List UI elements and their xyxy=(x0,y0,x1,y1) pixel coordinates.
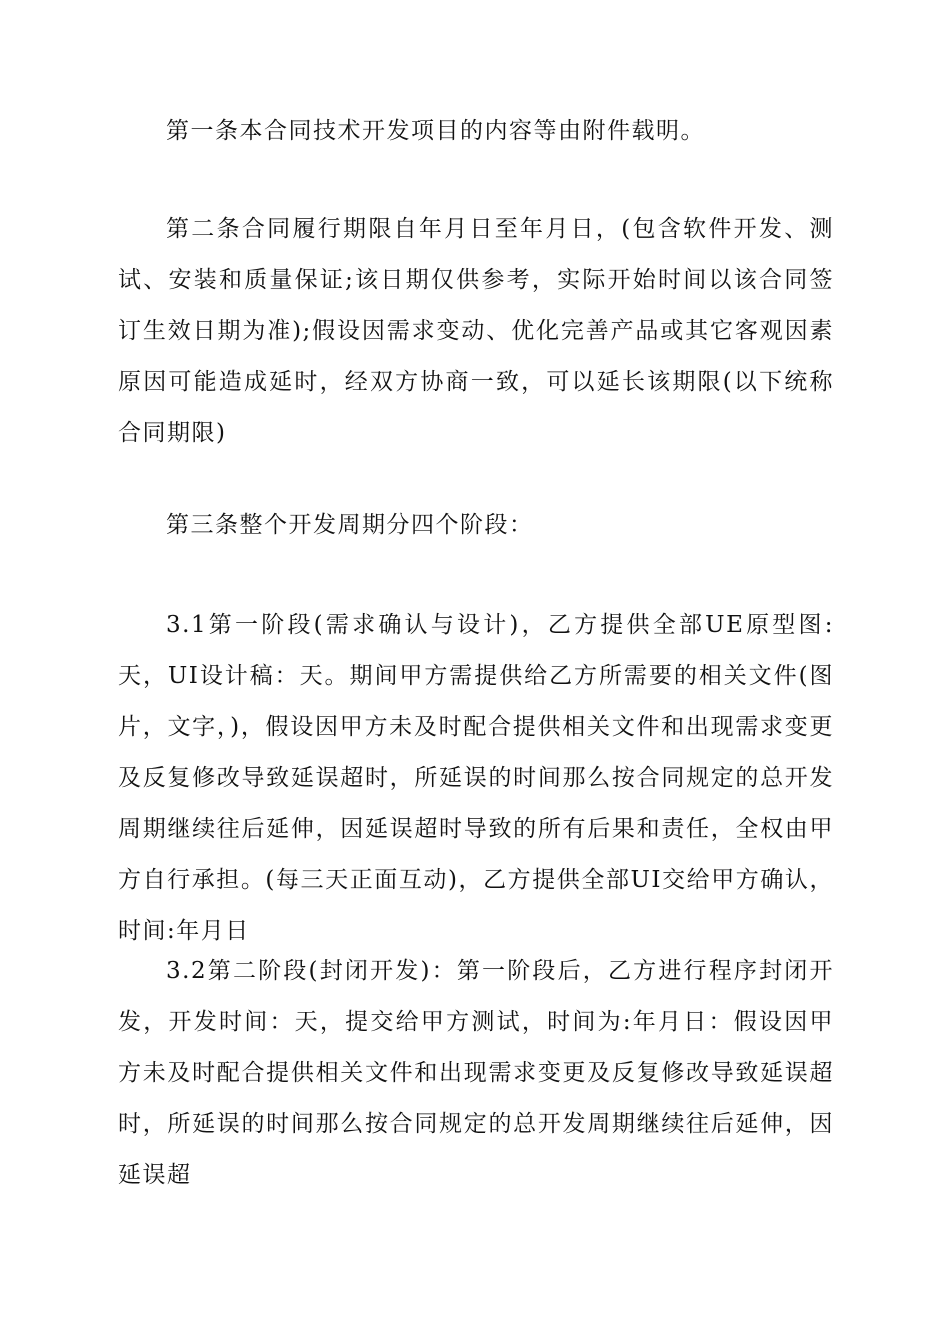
paragraph-article-1: 第一条本合同技术开发项目的内容等由附件载明。 xyxy=(166,118,705,144)
paragraph-article-2: 第二条合同履行期限自年月日至年月日，(包含软件开发、测试、安装和质量保证;该日期仅供参考，实际开始时间以该合同签订生效日期为准);假设因需求变动、优化完善产品或其它客观因素原因可能造成延时，经双方协商一致，可以延长该期限(以下统称合同期限) xyxy=(118,216,834,446)
paragraph-stage-3-1: 3.1第一阶段(需求确认与设计)，乙方提供全部UE原型图:天，UI设计稿：天。期间甲方需提供给乙方所需要的相关文件(图片，文字，)，假设因甲方未及时配合提供相关文件和出现需求变更及反复修改导致延误超时，所延误的时间那么按合同规定的总开发周期继续往后延伸，因延误超时导致的所有后果和责任，全权由甲方自行承担。(每三天正面互动)，乙方提供全部UI交给甲方确认，时间:年月日 xyxy=(118,612,834,944)
paragraph-stage-3-2: 3.2第二阶段(封闭开发)：第一阶段后，乙方进行程序封闭开发，开发时间：天，提交给甲方测试，时间为:年月日：假设因甲方未及时配合提供相关文件和出现需求变更及反复修改导致延误超时，所延误的时间那么按合同规定的总开发周期继续往后延伸，因延误超 xyxy=(118,958,834,1188)
paragraph-article-3: 第三条整个开发周期分四个阶段： xyxy=(166,512,534,538)
